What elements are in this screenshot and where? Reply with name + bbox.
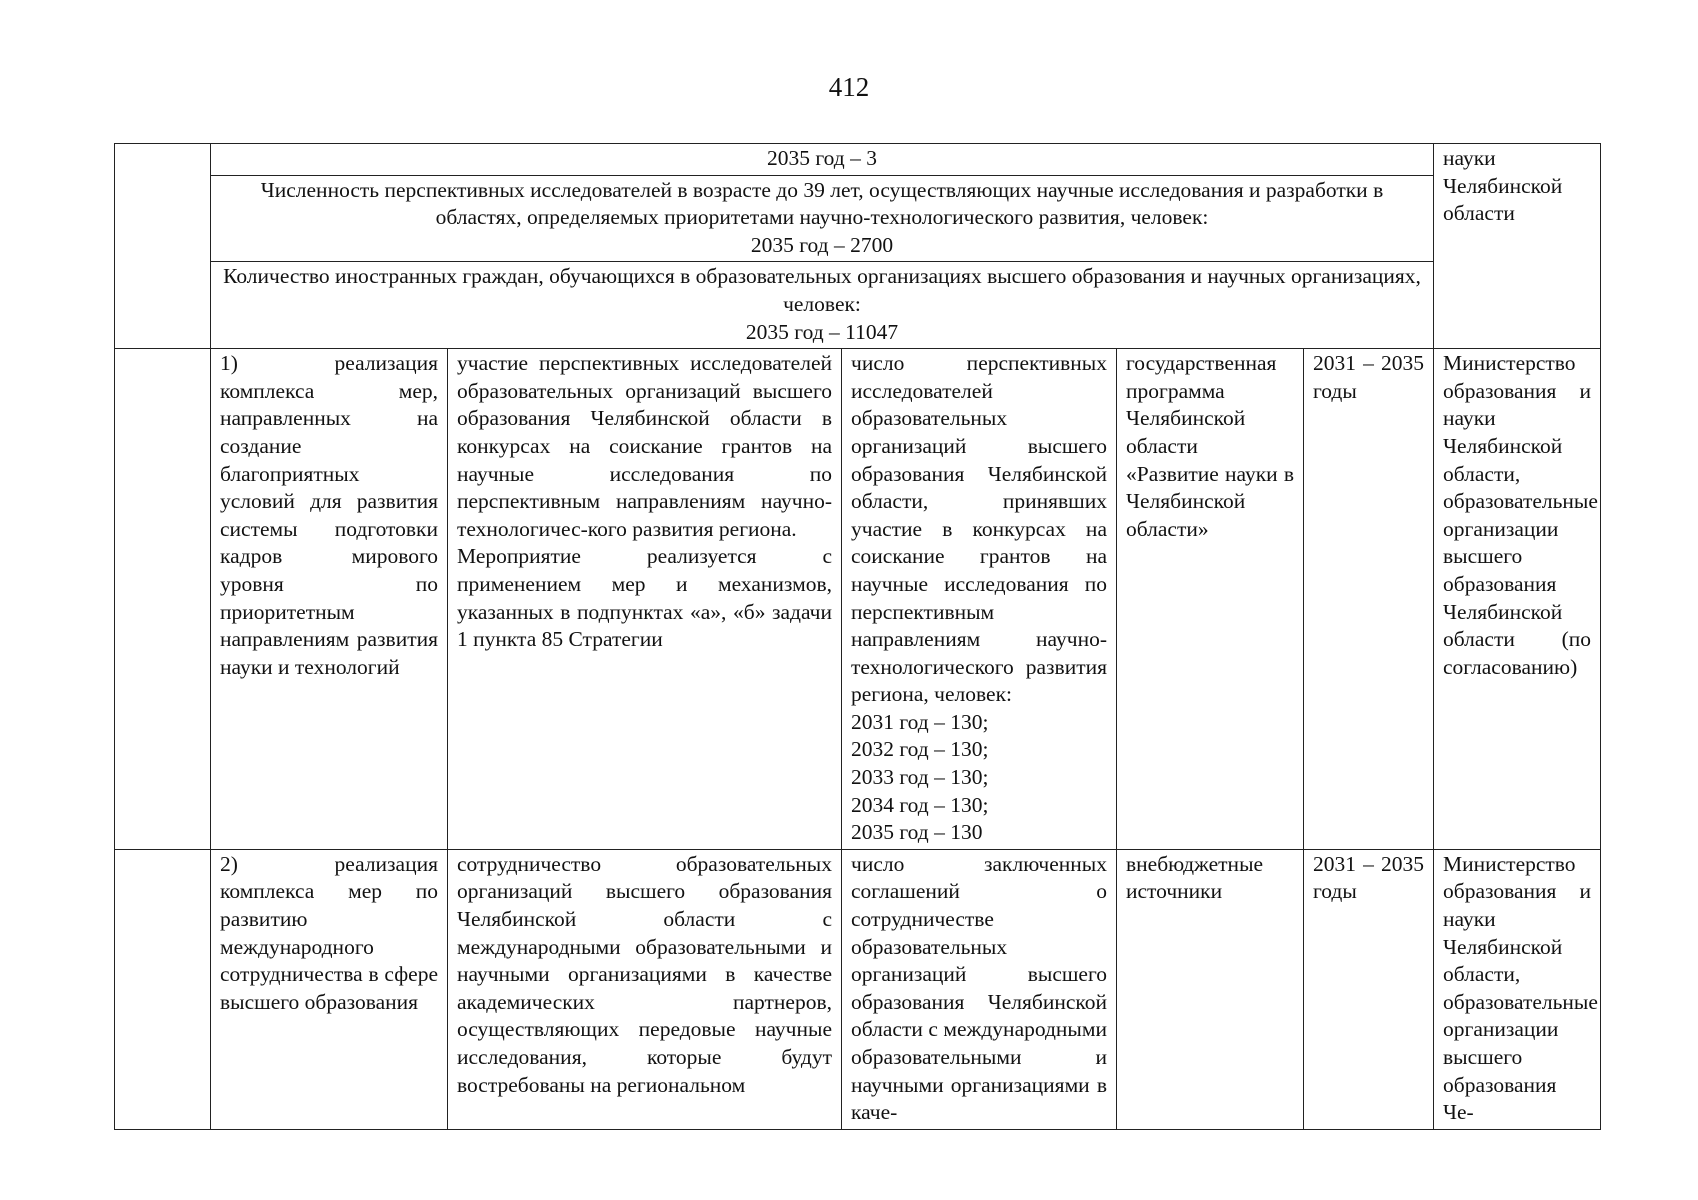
indicator-1-value: 2035 год – 3 xyxy=(767,146,877,170)
header-row-3 xyxy=(115,262,1601,349)
header-row-1 xyxy=(115,144,1601,176)
responsible-cell: Министерство образования и науки Челябинской области, образовательные организации высшего образования Че- xyxy=(1434,849,1601,1129)
indicator-block-2 xyxy=(211,175,1434,262)
source-cell: государственная программа Челябинской области «Развитие науки в Челябинской области» xyxy=(1117,349,1304,850)
table-row xyxy=(115,349,1601,850)
indicator-3-value: 2035 год – 11047 xyxy=(745,319,899,344)
page-number: 412 xyxy=(828,72,870,102)
source-cell: внебюджетные источники xyxy=(1117,849,1304,1129)
measure-cell: 2) реализация комплекса мер по развитию международного сотрудничества в сфере высшего образования xyxy=(211,849,448,1129)
period-cell: 2031 – 2035 годы xyxy=(1304,849,1434,1129)
index-cell xyxy=(115,349,211,850)
indicator-2-name: Численность перспективных исследователей в возрасте до 39 лет, осуществляющих научные исследования и разработки в областях, определяемых приоритетами научно-технологического развития, человек: xyxy=(260,177,1384,230)
header-row-2 xyxy=(115,175,1601,262)
period-cell: 2031 – 2035 годы xyxy=(1304,349,1434,850)
strategy-table xyxy=(114,143,1601,1130)
index-cell xyxy=(115,849,211,1129)
content-cell: участие перспективных исследователей образовательных организаций высшего образования Челябинской области в конкурсах на соискание грантов на научные исследования по перспективным направлениям научно-технологичес-кого развития региона. Мероприятие реализуется с применением мер и механизмов, указанных в подпунктах «а», «б» задачи 1 пункта 85 Стратегии xyxy=(448,349,842,850)
responsible-cell: Министерство образования и науки Челябинской области, образовательные организации высшего образования Челябинской области (по согласованию) xyxy=(1434,349,1601,850)
indicator-block-1 xyxy=(211,144,1434,176)
indicator-2-value: 2035 год – 2700 xyxy=(750,232,894,257)
indicator-cell: число заключенных соглашений о сотрудничестве образовательных организаций высшего образования Челябинской области с международными образовательными и научными организациями в каче- xyxy=(842,849,1117,1129)
content-cell: сотрудничество образовательных организаций высшего образования Челябинской области с международными образовательными и научными организациями в качестве академических партнеров, осуществляющих передовые научные исследования, которые будут востребованы на региональном xyxy=(448,849,842,1129)
index-cell xyxy=(115,144,211,349)
measure-cell: 1) реализация комплекса мер, направленных на создание благоприятных условий для развития системы подготовки кадров мирового уровня по приоритетным направлениям развития науки и технологий xyxy=(211,349,448,850)
table-row xyxy=(115,849,1601,1129)
indicator-3-name: Количество иностранных граждан, обучающихся в образовательных организациях высшего образования и научных организациях, человек: xyxy=(223,264,1421,316)
indicator-cell: число перспективных исследователей образовательных организаций высшего образования Челябинской области, принявших участие в конкурсах на соискание грантов на научные исследования по перспективным направлениям научно-технологического развития региона, человек: 2031 год – 130; 2032 год – 130; 2033 год – 130; 2034 год – 130; 2035 год – 130 xyxy=(842,349,1117,850)
indicator-block-3 xyxy=(211,262,1434,349)
responsible-continued-cell: науки Челябинской области xyxy=(1434,144,1601,349)
